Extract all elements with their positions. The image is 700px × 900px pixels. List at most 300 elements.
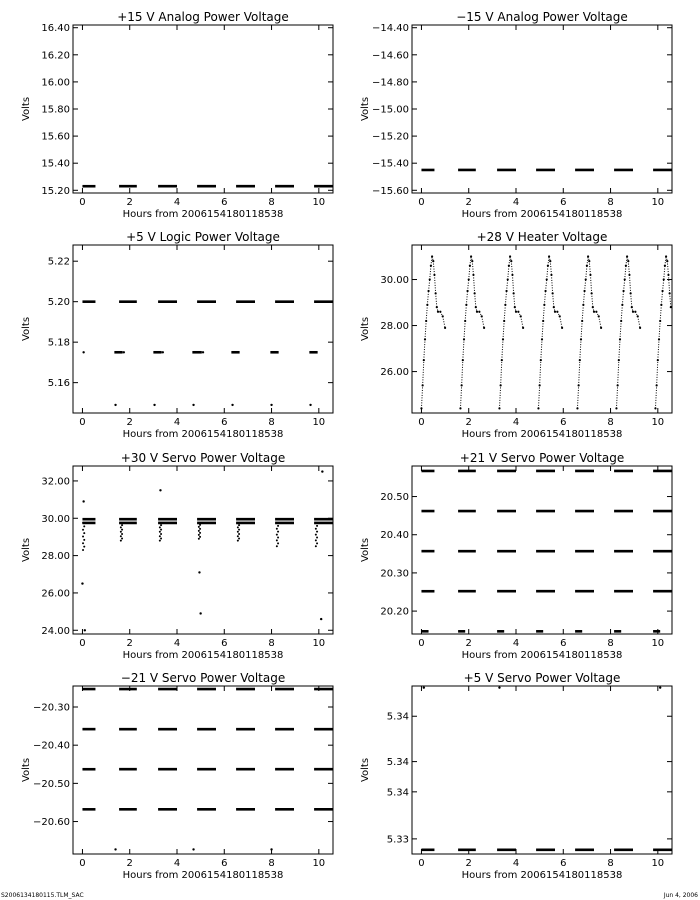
data-trace xyxy=(625,266,626,280)
data-point xyxy=(522,327,524,329)
y-tick-label: 5.33 xyxy=(386,834,409,846)
data-point xyxy=(120,526,122,528)
x-axis-label: Hours from 2006154180118538 xyxy=(461,650,623,661)
x-tick-label: 4 xyxy=(512,858,520,869)
x-tick-label: 2 xyxy=(465,638,472,649)
y-tick-label: 15.80 xyxy=(41,104,70,116)
data-trace xyxy=(665,257,666,266)
data-trace xyxy=(502,339,503,360)
data-point xyxy=(160,537,162,539)
chart-2 xyxy=(360,10,672,220)
series-data xyxy=(421,686,672,849)
data-point xyxy=(320,618,322,620)
data-trace xyxy=(616,385,617,408)
chart-3 xyxy=(21,230,333,440)
x-axis-label: Hours from 2006154180118538 xyxy=(122,429,284,440)
data-trace xyxy=(582,305,583,321)
x-tick-label: 8 xyxy=(607,638,614,649)
data-trace xyxy=(426,305,427,321)
data-trace xyxy=(431,257,432,266)
x-axis xyxy=(79,25,325,208)
y-axis-label: Volts xyxy=(360,96,371,122)
data-point xyxy=(276,534,278,536)
data-trace xyxy=(626,257,627,266)
chart-title: +5 V Servo Power Voltage xyxy=(463,671,621,685)
x-axis xyxy=(418,25,664,208)
y-tick-label: −15.40 xyxy=(371,158,409,170)
data-point xyxy=(277,525,279,527)
data-point xyxy=(199,536,201,538)
x-tick-label: 10 xyxy=(651,638,665,649)
data-trace xyxy=(663,280,664,292)
data-trace xyxy=(505,291,506,305)
data-point xyxy=(277,531,279,533)
x-tick-label: 2 xyxy=(126,417,133,428)
x-tick-label: 10 xyxy=(312,858,326,869)
data-trace xyxy=(586,266,587,280)
x-tick-label: 0 xyxy=(418,197,425,208)
data-point xyxy=(198,534,200,536)
x-tick-label: 4 xyxy=(512,417,520,428)
x-tick-label: 4 xyxy=(512,638,520,649)
data-point xyxy=(162,351,164,353)
y-tick-label: −20.60 xyxy=(32,817,70,829)
y-axis xyxy=(41,23,333,197)
data-trace xyxy=(427,291,428,305)
series-data xyxy=(82,302,333,406)
data-trace xyxy=(664,266,665,280)
x-tick-label: 6 xyxy=(221,858,228,869)
data-trace xyxy=(466,291,467,305)
data-point xyxy=(670,306,672,308)
x-tick-label: 6 xyxy=(221,638,228,649)
x-tick-label: 10 xyxy=(651,858,665,869)
data-point xyxy=(276,528,278,530)
y-axis-label: Volts xyxy=(360,537,371,563)
data-trace xyxy=(638,316,640,328)
chart-title: +15 V Analog Power Voltage xyxy=(117,10,289,24)
data-point xyxy=(270,404,272,406)
data-trace xyxy=(482,316,484,328)
data-point xyxy=(231,404,233,406)
y-tick-label: 20.20 xyxy=(380,606,409,618)
data-trace xyxy=(550,261,551,275)
data-trace xyxy=(429,280,430,292)
data-trace xyxy=(621,305,622,321)
x-tick-label: 6 xyxy=(560,638,567,649)
x-tick-label: 10 xyxy=(651,197,665,208)
x-axis xyxy=(79,245,325,428)
data-point xyxy=(83,532,85,534)
data-point xyxy=(316,537,318,539)
y-axis xyxy=(41,476,333,636)
y-tick-label: 28.00 xyxy=(380,321,409,333)
data-trace xyxy=(423,360,424,385)
data-point xyxy=(120,522,122,524)
data-point xyxy=(316,531,318,533)
data-point xyxy=(316,525,318,527)
data-trace xyxy=(464,321,465,339)
data-trace xyxy=(507,280,508,292)
data-point xyxy=(83,546,85,548)
data-trace xyxy=(579,360,580,385)
data-point xyxy=(238,524,240,526)
chart-title: −15 V Analog Power Voltage xyxy=(456,10,628,24)
data-point xyxy=(192,404,194,406)
data-trace xyxy=(655,385,656,408)
data-point xyxy=(238,529,240,531)
data-point xyxy=(315,528,317,530)
y-tick-label: −15.20 xyxy=(371,131,409,143)
y-axis-label: Volts xyxy=(21,757,32,783)
data-point xyxy=(237,526,239,528)
data-trace xyxy=(542,321,543,339)
data-trace xyxy=(620,321,621,339)
y-axis-label: Volts xyxy=(21,96,32,122)
data-point xyxy=(315,545,317,547)
y-tick-label: 16.20 xyxy=(41,50,70,62)
data-point xyxy=(159,535,161,537)
data-trace xyxy=(508,266,509,280)
data-point xyxy=(423,686,425,688)
plot-frame xyxy=(412,245,672,413)
data-point xyxy=(199,532,201,534)
plot-frame xyxy=(73,25,333,193)
data-point xyxy=(202,351,204,353)
y-axis-label: Volts xyxy=(360,757,371,783)
x-axis xyxy=(418,686,664,869)
data-trace xyxy=(430,266,431,280)
data-point xyxy=(238,537,240,539)
data-point xyxy=(444,327,446,329)
data-trace xyxy=(589,261,590,275)
data-trace xyxy=(540,360,541,385)
data-point xyxy=(82,500,84,502)
data-trace xyxy=(580,339,581,360)
data-trace xyxy=(628,261,629,275)
y-tick-label: −14.60 xyxy=(371,50,409,62)
data-point xyxy=(198,526,200,528)
chart-title: +21 V Servo Power Voltage xyxy=(459,451,625,465)
data-point xyxy=(238,533,240,535)
y-tick-label: 30.00 xyxy=(380,275,409,287)
y-tick-label: −15.60 xyxy=(371,185,409,197)
x-axis-label: Hours from 2006154180118538 xyxy=(461,429,623,440)
data-point xyxy=(121,524,123,526)
y-axis xyxy=(387,712,672,846)
x-tick-label: 2 xyxy=(126,858,133,869)
data-point xyxy=(198,530,200,532)
y-tick-label: 26.00 xyxy=(41,588,70,600)
data-point xyxy=(114,404,116,406)
y-tick-label: 20.30 xyxy=(380,568,409,580)
data-trace xyxy=(503,321,504,339)
data-trace xyxy=(521,316,523,328)
data-point xyxy=(121,533,123,535)
x-tick-label: 2 xyxy=(465,197,472,208)
x-tick-label: 8 xyxy=(607,417,614,428)
data-point xyxy=(237,522,239,524)
data-point xyxy=(159,540,161,542)
y-tick-label: 5.18 xyxy=(47,337,70,349)
x-axis-label: Hours from 2006154180118538 xyxy=(461,209,623,220)
data-point xyxy=(159,522,161,524)
x-tick-label: 10 xyxy=(312,417,326,428)
x-axis xyxy=(79,686,325,869)
data-point xyxy=(153,404,155,406)
y-tick-label: 20.40 xyxy=(380,530,409,542)
chart-7 xyxy=(21,671,333,881)
x-tick-label: 2 xyxy=(126,197,133,208)
x-tick-label: 8 xyxy=(268,197,275,208)
data-trace xyxy=(624,280,625,292)
chart-4 xyxy=(360,230,672,440)
data-trace xyxy=(460,385,461,408)
x-tick-label: 8 xyxy=(607,197,614,208)
x-tick-label: 2 xyxy=(465,417,472,428)
y-tick-label: 5.34 xyxy=(386,711,409,723)
data-trace xyxy=(504,305,505,321)
data-trace xyxy=(581,321,582,339)
data-point xyxy=(160,533,162,535)
data-point xyxy=(82,542,84,544)
data-trace xyxy=(660,305,661,321)
data-point xyxy=(82,522,84,524)
data-point xyxy=(199,612,201,614)
x-tick-label: 0 xyxy=(418,858,425,869)
data-trace xyxy=(473,275,474,293)
data-point xyxy=(198,522,200,524)
chart-5 xyxy=(21,451,333,661)
data-point xyxy=(315,522,317,524)
footer-filename: S2006134180115.TLM_SAC xyxy=(1,892,84,899)
x-tick-label: 0 xyxy=(79,638,86,649)
data-trace xyxy=(546,280,547,292)
data-trace xyxy=(547,266,548,280)
data-point xyxy=(199,528,201,530)
data-point xyxy=(114,848,116,850)
data-point xyxy=(160,524,162,526)
data-point xyxy=(82,535,84,537)
data-point xyxy=(84,629,86,631)
data-point xyxy=(82,351,84,353)
series-data xyxy=(81,470,333,631)
data-point xyxy=(198,538,200,540)
x-tick-label: 4 xyxy=(173,638,181,649)
x-tick-label: 8 xyxy=(268,417,275,428)
y-tick-label: −15.00 xyxy=(371,104,409,116)
x-tick-label: 4 xyxy=(173,417,181,428)
chart-title: −21 V Servo Power Voltage xyxy=(120,671,286,685)
y-tick-label: 15.20 xyxy=(41,185,70,197)
data-trace xyxy=(622,291,623,305)
series-data xyxy=(82,689,333,851)
y-tick-label: −20.30 xyxy=(32,702,70,714)
data-point xyxy=(498,686,500,688)
data-trace xyxy=(629,275,630,293)
data-point xyxy=(639,327,641,329)
data-point xyxy=(81,582,83,584)
data-trace xyxy=(434,275,435,293)
x-axis xyxy=(418,245,664,428)
data-trace xyxy=(425,321,426,339)
chart-title: +28 V Heater Voltage xyxy=(476,230,608,244)
data-trace xyxy=(512,275,513,293)
y-tick-label: 15.60 xyxy=(41,131,70,143)
data-point xyxy=(237,531,239,533)
data-point xyxy=(277,542,279,544)
x-tick-label: 8 xyxy=(607,858,614,869)
plot-frame xyxy=(73,245,333,413)
data-trace xyxy=(619,339,620,360)
x-tick-label: 0 xyxy=(79,197,86,208)
data-trace xyxy=(499,385,500,408)
data-point xyxy=(659,686,661,688)
footer-date: Jun 4, 2006 xyxy=(663,892,698,899)
data-trace xyxy=(544,291,545,305)
data-trace xyxy=(470,257,471,266)
chart-1 xyxy=(21,10,333,220)
x-axis-label: Hours from 2006154180118538 xyxy=(122,209,284,220)
x-axis xyxy=(79,466,325,649)
data-point xyxy=(120,540,122,542)
x-tick-label: 2 xyxy=(465,858,472,869)
data-point xyxy=(483,327,485,329)
data-point xyxy=(561,327,563,329)
y-axis-label: Volts xyxy=(21,537,32,563)
data-point xyxy=(82,529,84,531)
x-tick-label: 6 xyxy=(560,197,567,208)
y-tick-label: 28.00 xyxy=(41,551,70,563)
data-trace xyxy=(501,360,502,385)
plot-frame xyxy=(412,686,672,854)
x-tick-label: 6 xyxy=(221,417,228,428)
data-point xyxy=(192,848,194,850)
y-tick-label: 30.00 xyxy=(41,513,70,525)
data-trace xyxy=(668,275,669,293)
y-axis-label: Volts xyxy=(360,316,371,342)
data-point xyxy=(120,531,122,533)
y-tick-label: 5.20 xyxy=(47,297,70,309)
x-tick-label: 10 xyxy=(651,417,665,428)
x-tick-label: 10 xyxy=(312,638,326,649)
data-point xyxy=(315,534,317,536)
data-trace xyxy=(661,291,662,305)
data-trace xyxy=(538,385,539,408)
data-point xyxy=(316,542,318,544)
y-tick-label: 26.00 xyxy=(380,367,409,379)
y-tick-label: 16.00 xyxy=(41,77,70,89)
data-trace xyxy=(463,339,464,360)
data-point xyxy=(120,535,122,537)
data-trace xyxy=(548,257,549,266)
x-axis-label: Hours from 2006154180118538 xyxy=(122,870,284,881)
data-point xyxy=(159,531,161,533)
data-trace xyxy=(670,293,671,307)
data-trace xyxy=(462,360,463,385)
data-point xyxy=(159,526,161,528)
data-trace xyxy=(509,257,510,266)
chart-6 xyxy=(360,451,672,661)
data-point xyxy=(237,535,239,537)
y-axis xyxy=(48,257,333,389)
data-point xyxy=(83,539,85,541)
data-trace xyxy=(599,316,601,328)
y-tick-label: 15.40 xyxy=(41,158,70,170)
data-point xyxy=(199,524,201,526)
data-trace xyxy=(592,293,593,307)
x-tick-label: 0 xyxy=(418,417,425,428)
chart-title: +5 V Logic Power Voltage xyxy=(126,230,280,244)
data-trace xyxy=(424,339,425,360)
y-tick-label: 5.34 xyxy=(386,757,409,769)
y-tick-label: 5.16 xyxy=(47,378,70,390)
data-point xyxy=(321,470,323,472)
y-tick-label: 16.40 xyxy=(41,23,70,35)
x-tick-label: 6 xyxy=(560,858,567,869)
y-axis-label: Volts xyxy=(21,316,32,342)
x-tick-label: 4 xyxy=(173,197,181,208)
data-point xyxy=(123,351,125,353)
data-point xyxy=(315,539,317,541)
data-point xyxy=(270,848,272,850)
data-trace xyxy=(583,291,584,305)
x-axis-label: Hours from 2006154180118538 xyxy=(461,870,623,881)
data-trace xyxy=(553,293,554,307)
data-trace xyxy=(657,360,658,385)
data-trace xyxy=(618,360,619,385)
y-tick-label: −14.40 xyxy=(371,23,409,35)
data-point xyxy=(121,537,123,539)
data-point xyxy=(276,522,278,524)
data-trace xyxy=(667,261,668,275)
y-tick-label: −20.40 xyxy=(32,740,70,752)
x-tick-label: 8 xyxy=(268,858,275,869)
x-tick-label: 6 xyxy=(560,417,567,428)
data-trace xyxy=(658,339,659,360)
x-axis-label: Hours from 2006154180118538 xyxy=(122,650,284,661)
chart-8 xyxy=(360,671,672,881)
data-trace xyxy=(469,266,470,280)
chart-title: +30 V Servo Power Voltage xyxy=(120,451,286,465)
data-trace xyxy=(468,280,469,292)
data-trace xyxy=(543,305,544,321)
data-trace xyxy=(541,339,542,360)
x-tick-label: 0 xyxy=(79,858,86,869)
data-trace xyxy=(436,293,437,307)
data-trace xyxy=(472,261,473,275)
data-trace xyxy=(514,293,515,307)
x-tick-label: 2 xyxy=(126,638,133,649)
y-tick-label: 5.22 xyxy=(47,256,70,268)
data-trace xyxy=(560,316,562,328)
data-trace xyxy=(511,261,512,275)
y-tick-label: 24.00 xyxy=(41,625,70,637)
x-tick-label: 10 xyxy=(312,197,326,208)
y-tick-label: 20.50 xyxy=(380,492,409,504)
data-trace xyxy=(659,321,660,339)
data-trace xyxy=(551,275,552,293)
data-trace xyxy=(577,385,578,408)
data-point xyxy=(237,540,239,542)
x-tick-label: 6 xyxy=(221,197,228,208)
data-point xyxy=(198,571,200,573)
plot-frame xyxy=(73,466,333,634)
y-tick-label: 32.00 xyxy=(41,476,70,488)
y-tick-label: −20.50 xyxy=(32,778,70,790)
x-tick-label: 0 xyxy=(79,417,86,428)
data-trace xyxy=(443,316,445,328)
